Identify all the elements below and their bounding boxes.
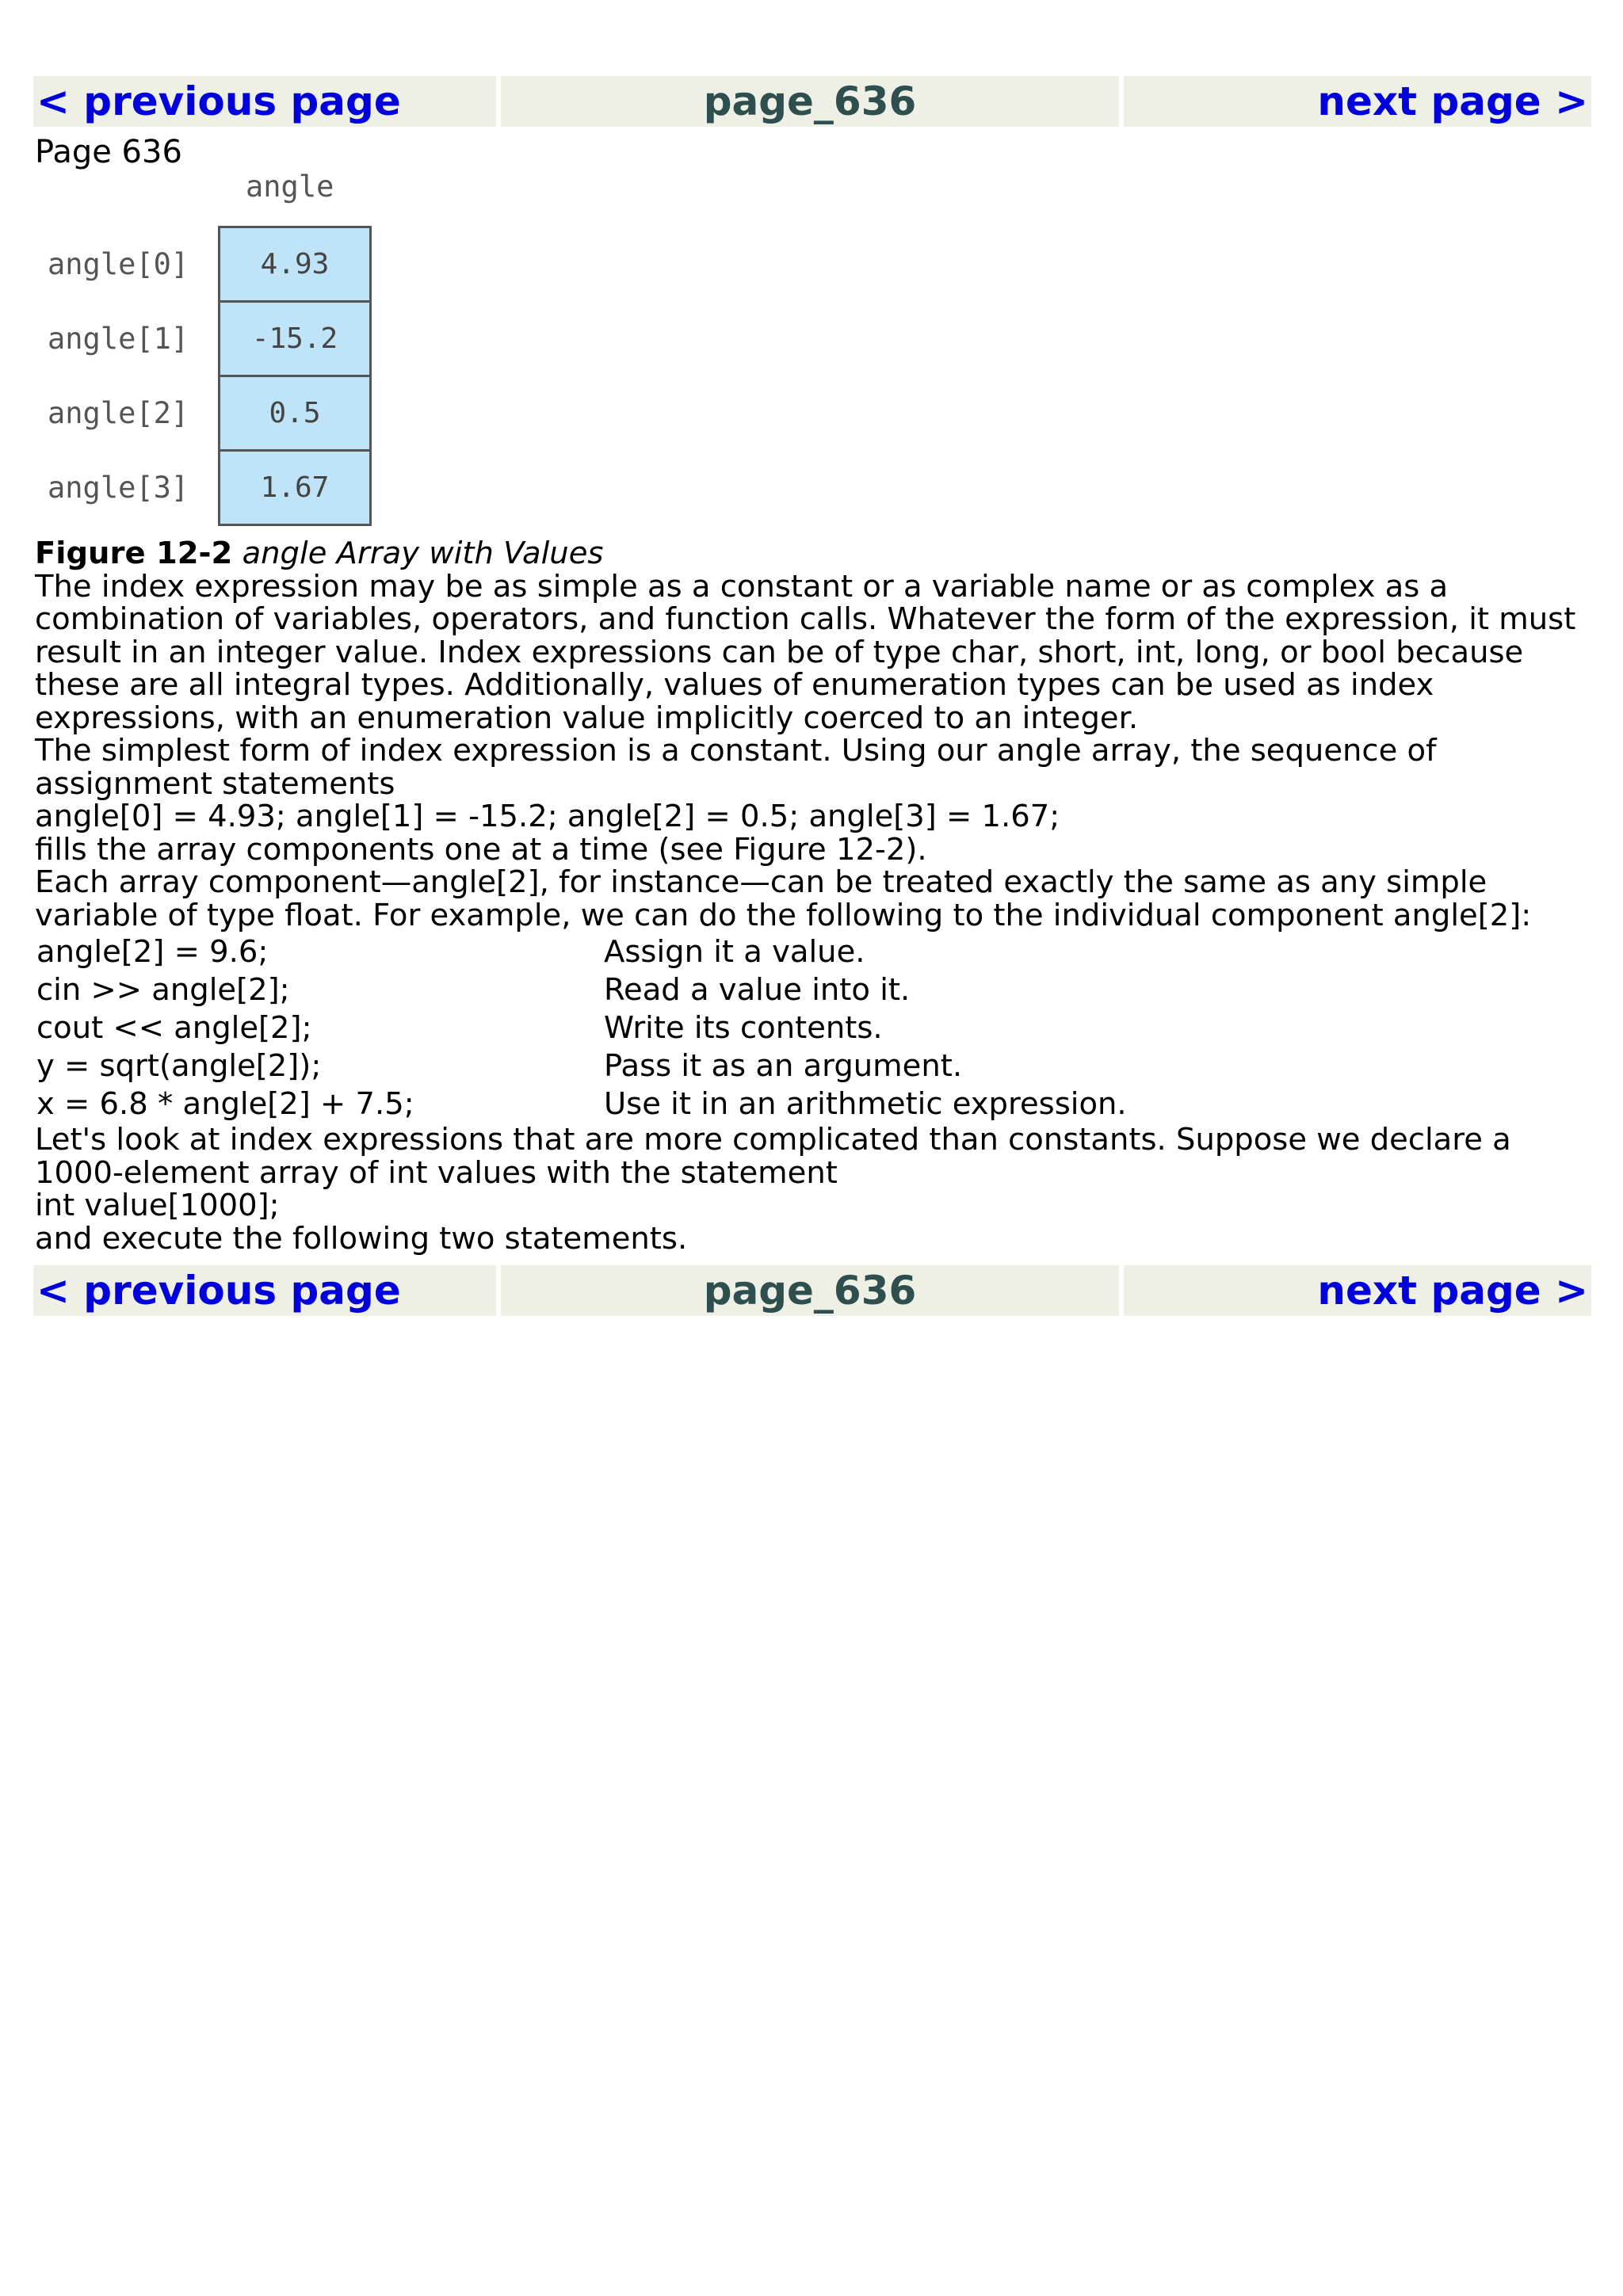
page-id: page_636 xyxy=(703,1268,917,1314)
example-code: cout << angle[2]; xyxy=(36,1010,312,1047)
examples-table xyxy=(36,933,1127,1123)
example-description: Read a value into it. xyxy=(604,972,911,1009)
array-cell: 0.5 xyxy=(218,375,372,452)
page-number-label: Page 636 xyxy=(35,134,182,170)
example-description: Pass it as an argument. xyxy=(604,1048,963,1085)
previous-page-link[interactable]: < previous page xyxy=(36,78,401,124)
array-name-label: angle xyxy=(246,170,334,204)
array-index-label: angle[2] xyxy=(48,396,189,430)
caption-label: Figure 12-2 xyxy=(35,536,233,571)
code-line: int value[1000]; xyxy=(35,1188,280,1223)
main-text xyxy=(35,537,1588,1255)
array-cell: 4.93 xyxy=(218,226,372,303)
paragraph: The index expression may be as simple as a constant or a variable name or as complex as a combination of variables, operators, and function calls. Whatever the form of the expression, it must result in an integer value. Index expressions can be of type char, short, int, long, or bool because these are all integral types. Additionally, values of enumeration types can be used as index expressions, with an enumeration value implicitly coerced to an integer. xyxy=(35,568,1576,736)
example-code: x = 6.8 * angle[2] + 7.5; xyxy=(36,1086,414,1123)
next-page-link[interactable]: next page > xyxy=(1317,78,1588,124)
page-id-cell xyxy=(501,76,1119,127)
example-description: Use it in an arithmetic expression. xyxy=(604,1086,1127,1123)
table-row xyxy=(36,1085,1127,1123)
table-row xyxy=(36,1009,1127,1047)
figure-caption xyxy=(35,537,1588,570)
array-index-label: angle[0] xyxy=(48,247,189,281)
prev-cell xyxy=(33,76,496,127)
example-code: cin >> angle[2]; xyxy=(36,972,290,1009)
array-index-label: angle[3] xyxy=(48,471,189,505)
paragraph: and execute the following two statements. xyxy=(35,1220,688,1257)
paragraph: Each array component—angle[2], for instance—can be treated exactly the same as any simple variable of type float. For example, we can do the following to the individual component angle[2]: xyxy=(35,864,1532,933)
example-code: y = sqrt(angle[2]); xyxy=(36,1048,322,1085)
next-page-link[interactable]: next page > xyxy=(1317,1268,1588,1314)
paragraph: Let's look at index expressions that are more complicated than constants. Suppose we declare a 1000-element array of int values with the statement xyxy=(35,1122,1511,1191)
top-navigation-bar xyxy=(33,76,1591,127)
previous-page-link[interactable]: < previous page xyxy=(36,1268,401,1314)
paragraph: fills the array components one at a time (see Figure 12-2). xyxy=(35,831,927,868)
next-cell xyxy=(1124,1265,1591,1316)
example-description: Write its contents. xyxy=(604,1010,883,1047)
array-cell: 1.67 xyxy=(218,449,372,526)
code-line: angle[0] = 4.93; angle[1] = -15.2; angle[2] = 0.5; angle[3] = 1.67; xyxy=(35,799,1060,834)
table-row xyxy=(36,1047,1127,1085)
page-id: page_636 xyxy=(703,78,917,124)
paragraph: The simplest form of index expression is a constant. Using our angle array, the sequence of assignment statements xyxy=(35,733,1437,802)
array-cell: -15.2 xyxy=(218,300,372,377)
array-index-label: angle[1] xyxy=(48,322,189,356)
caption-title: angle Array with Values xyxy=(242,536,604,571)
table-row xyxy=(36,971,1127,1009)
array-figure xyxy=(40,166,388,539)
example-code: angle[2] = 9.6; xyxy=(36,934,269,971)
next-cell xyxy=(1124,76,1591,127)
prev-cell xyxy=(33,1265,496,1316)
bottom-navigation-bar xyxy=(33,1265,1591,1316)
page-id-cell xyxy=(501,1265,1119,1316)
example-description: Assign it a value. xyxy=(604,934,865,971)
table-row xyxy=(36,933,1127,971)
